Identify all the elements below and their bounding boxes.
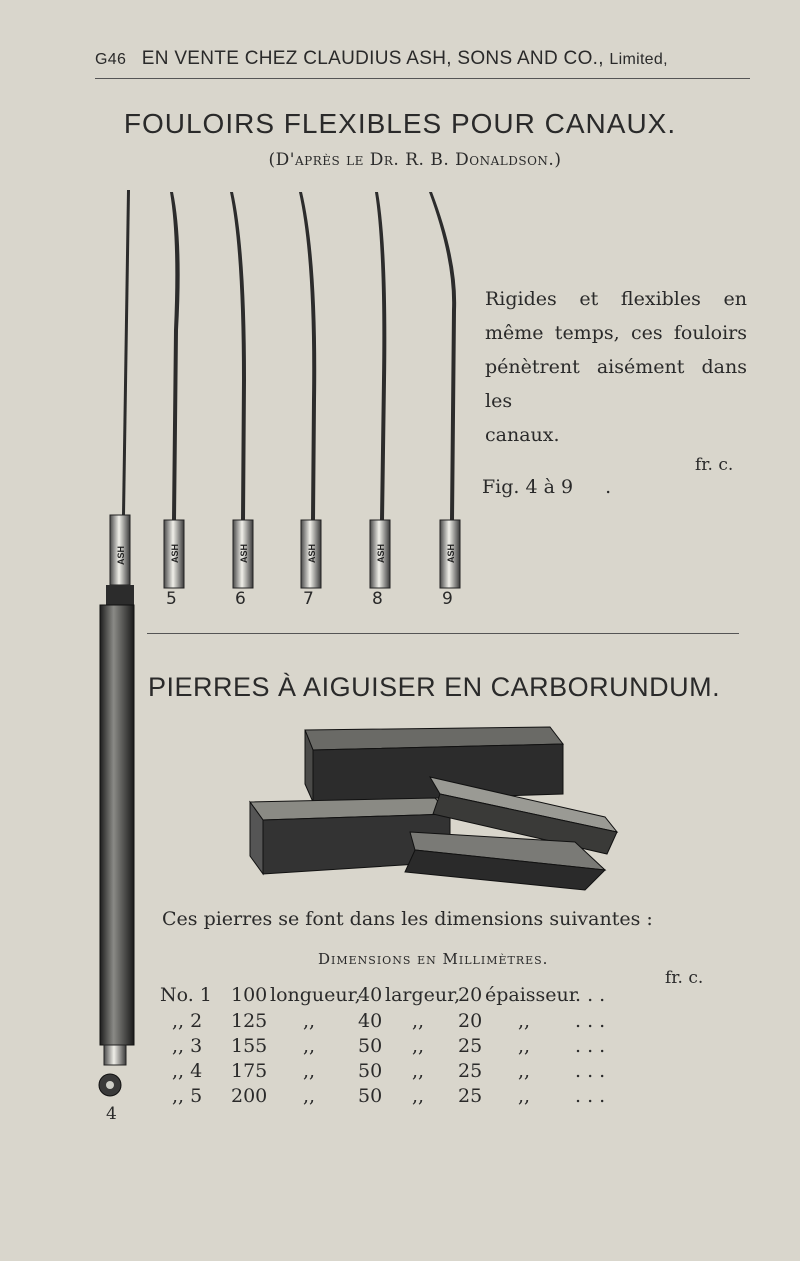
- engraving-4: ASH: [116, 545, 126, 565]
- row-length: 200: [231, 1085, 268, 1107]
- table-row: [0, 1085, 800, 1111]
- row-no: ,, 4: [172, 1060, 203, 1082]
- row-thickness: 25: [458, 1060, 483, 1082]
- section-divider: [147, 633, 739, 634]
- tool-label-7: 7: [303, 589, 314, 609]
- row-length: 155: [231, 1035, 268, 1057]
- row-leader: . . .: [575, 1010, 606, 1032]
- plugger-9: [429, 192, 460, 588]
- row-no: No. 1: [160, 984, 212, 1006]
- row-length: 100: [231, 984, 268, 1006]
- row-length-unit: ,,: [303, 1010, 316, 1032]
- row-width: 40: [358, 1010, 383, 1032]
- price-header-2: fr. c.: [665, 968, 704, 988]
- row-thickness-unit: ,,: [518, 1060, 531, 1082]
- tool-label-5: 5: [166, 589, 177, 609]
- row-length: 125: [231, 1010, 268, 1032]
- row-width: 40: [358, 984, 383, 1006]
- row-thickness: 20: [458, 984, 483, 1006]
- row-width-unit: ,,: [412, 1060, 425, 1082]
- section1-subtitle: (D'après le Dr. R. B. Donaldson.): [268, 150, 562, 170]
- table-row: [0, 1060, 800, 1086]
- running-header: [95, 48, 750, 70]
- section1-title: FOULOIRS FLEXIBLES POUR CANAUX.: [123, 108, 677, 139]
- fig-ellipsis: .: [605, 476, 612, 498]
- row-leader: . . .: [575, 1060, 606, 1082]
- row-length: 175: [231, 1060, 268, 1082]
- fig-reference: [482, 476, 611, 498]
- engraving-5: ASH: [170, 543, 180, 563]
- header-limited: Limited,: [609, 51, 668, 68]
- row-length-unit: longueur,: [270, 984, 361, 1006]
- price-header-1: fr. c.: [695, 455, 734, 475]
- tool-label-8: 8: [372, 589, 383, 609]
- description-line: canaux.: [485, 424, 560, 446]
- row-leader: . . .: [575, 1085, 606, 1107]
- dimensions-title: Dimensions en Millimètres.: [318, 950, 549, 968]
- engraving-6: ASH: [239, 543, 249, 563]
- row-thickness-unit: ,,: [518, 1085, 531, 1107]
- row-leader: . . .: [575, 984, 606, 1006]
- plugger-8: [370, 192, 390, 588]
- row-width: 50: [358, 1085, 383, 1107]
- table-row: [0, 1035, 800, 1061]
- description-line: pénètrent aisément dans les: [485, 356, 747, 412]
- row-width-unit: largeur,: [385, 984, 461, 1006]
- description-line: même temps, ces fouloirs: [485, 322, 747, 344]
- row-thickness-unit: ,,: [518, 1035, 531, 1057]
- section2-title: PIERRES À AIGUISER EN CARBORUNDUM.: [148, 672, 721, 702]
- header-rule: [95, 78, 750, 79]
- row-width: 50: [358, 1060, 383, 1082]
- row-width-unit: ,,: [412, 1035, 425, 1057]
- row-length-unit: ,,: [303, 1060, 316, 1082]
- page-number: G46: [95, 51, 127, 68]
- plugger-4: [99, 190, 134, 1096]
- row-thickness-unit: épaisseur: [485, 984, 578, 1006]
- tool-label-6: 6: [235, 589, 246, 609]
- row-no: ,, 5: [172, 1085, 203, 1107]
- plugger-7: [299, 192, 321, 588]
- engraving-7: ASH: [307, 543, 317, 563]
- section1-description: [485, 282, 747, 452]
- engraving-9: ASH: [446, 543, 456, 563]
- row-length-unit: ,,: [303, 1035, 316, 1057]
- sharpening-stones-illustration: [245, 722, 625, 897]
- engraving-8: ASH: [376, 543, 386, 563]
- row-thickness: 20: [458, 1010, 483, 1032]
- stones-intro: Ces pierres se font dans les dimensions suivantes :: [162, 908, 653, 930]
- row-no: ,, 2: [172, 1010, 203, 1032]
- row-width-unit: ,,: [412, 1085, 425, 1107]
- row-thickness: 25: [458, 1085, 483, 1107]
- plugger-6: [230, 192, 253, 588]
- description-line: Rigides et flexibles en: [485, 288, 747, 310]
- table-row: [0, 984, 800, 1010]
- table-row: [0, 1010, 800, 1036]
- row-length-unit: ,,: [303, 1085, 316, 1107]
- tool-label-4: 4: [106, 1104, 117, 1124]
- header-title: EN VENTE CHEZ CLAUDIUS ASH, SONS AND CO.,: [141, 48, 604, 69]
- row-leader: . . .: [575, 1035, 606, 1057]
- row-thickness-unit: ,,: [518, 1010, 531, 1032]
- row-width-unit: ,,: [412, 1010, 425, 1032]
- fig-text: Fig. 4 à 9: [482, 476, 574, 498]
- row-thickness: 25: [458, 1035, 483, 1057]
- row-width: 50: [358, 1035, 383, 1057]
- row-no: ,, 3: [172, 1035, 203, 1057]
- plugger-5: [164, 192, 184, 588]
- tool-label-9: 9: [442, 589, 453, 609]
